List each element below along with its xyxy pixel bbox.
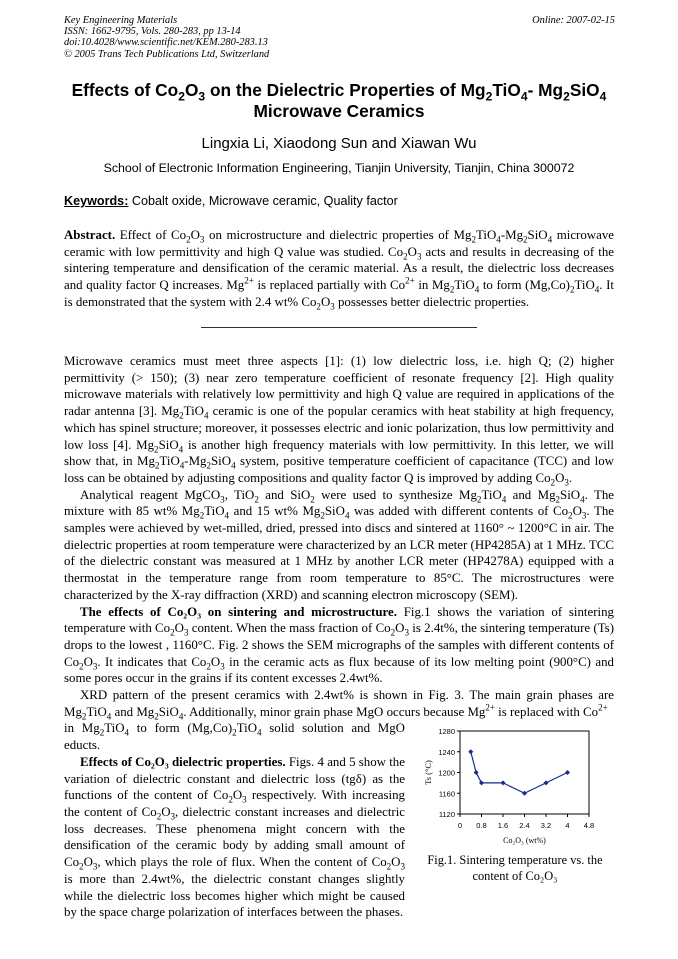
data-point-marker xyxy=(544,780,549,785)
authors: Lingxia Li, Xiaodong Sun and Xiawan Wu xyxy=(201,135,477,152)
paper-title: Effects of $Co_2O_3$ on the Dielectric Properties of $Mg_2TiO_4-$ $Mg_2SiO_4$ Microwave Ceramics xyxy=(71,80,607,121)
y-tick-label: 1200 xyxy=(438,768,455,778)
figure-1-caption xyxy=(415,852,615,884)
abstract-label: Abstract. xyxy=(64,228,116,242)
y-tick-label: 1240 xyxy=(438,747,455,757)
title-text: TiO xyxy=(492,80,521,100)
x-tick-label: 3.2 xyxy=(540,821,552,830)
title-text: SiO xyxy=(569,80,600,100)
x-tick-label: 2.4 xyxy=(519,821,530,830)
keywords xyxy=(64,194,398,208)
title-text: Effects of Co xyxy=(71,80,179,100)
section-heading: The effects of Co₂O₃ on sintering and microstructure. xyxy=(80,604,397,619)
doi-line: doi:10.4028/www.scientific.net/KEM.280-283.13 xyxy=(64,37,268,49)
y-tick-label: 1280 xyxy=(438,727,455,736)
y-tick-label: 1160 xyxy=(438,789,455,799)
x-tick-label: 0 xyxy=(457,821,463,830)
x-tick-label: 4.8 xyxy=(583,821,595,830)
keywords-value: Cobalt oxide, Microwave ceramic, Quality factor xyxy=(128,194,398,208)
affiliation: School of Electronic Information Engineering, Tianjin University, Tianjin, China 300072 xyxy=(103,161,575,175)
caption-line: Fig.1. Sintering temperature vs. the xyxy=(427,853,603,867)
line-chart xyxy=(415,724,615,854)
paragraph-sintering: The effects of Co₂O₃ on sintering and microstructure. Fig.1 shows the variation of sintering temperature with $Co_2O_3$ content. When the mass fraction of $Co_2O_3$ is 2.4t%, the sintering temperature (Ts) drops to the lowest , 1160°C. Fig. 2 shows the SEM micrographs of the samples with different contents of $Co_2O_3$. It indicates that $Co_2O_3$ in the ceramic acts as flux because of its low melting point (900°C) and some pores occur in the grains if its content excesses 2.4wt%. xyxy=(64,604,615,686)
series-line xyxy=(471,752,568,794)
x-axis-label: Co₂O₃ (wt%) xyxy=(503,836,546,845)
section-heading: Effects of Co₂O₃ dielectric properties. xyxy=(80,754,286,769)
y-tick-label: 1120 xyxy=(438,810,455,819)
title-text: on the Dielectric Properties of Mg xyxy=(205,80,486,100)
keywords-label: Keywords: xyxy=(64,194,129,208)
x-tick-label: 4 xyxy=(565,821,570,830)
paragraph-xrd: XRD pattern of the present ceramics with 2.4wt% is shown in Fig. 3. The main grain phases are $Mg_2TiO_4$ and $Mg_2SiO_4$. Additionally, minor grain phase MgO occurs because $Mg^{2+}$ is replaced with $Co^{2+}$ xyxy=(64,688,614,722)
abstract: Abstract. Effect of $Co_2O_3$ on microstructure and dielectric properties of $Mg_2TiO_4-Mg_2SiO_4$ microwave ceramic with low permittivity and high Q value was studied. $Co_2O_3$ acts and results in decreasing of the sintering temperature and densification of the ceramic material. As a result, the dielectric loss decreases and quality factor Q increases. $Mg^{2+}$ is replaced partially with $Co^{2+}$ in $Mg_2TiO_4$ to form $(Mg,Co)_2TiO_4$. It is demonstrated that the system with 2.4 wt% $Co_2O_3$ possesses better dielectric properties. xyxy=(64,228,615,312)
x-tick-label: 0.8 xyxy=(476,821,487,830)
data-point-marker xyxy=(501,780,506,785)
paragraph-xrd-cont: in $Mg_2TiO_4$ to form $(Mg,Co)_2TiO_4$ solid solution and MgO educts. xyxy=(64,721,405,753)
paragraph-dielectric: Effects of Co₂O₃ dielectric properties. Figs. 4 and 5 show the variation of dielectric constant and dielectric loss (tgδ) as the functions of the content of $Co_2O_3$ respectively. With increasing the content of $Co_2O_3$, dielectric constant increases and dielectric loss decreases. These phenomena might concern with the densification of the ceramic body by adding small amount of $Co_2O_3$, which plays the role of flux. When the content of $Co_2O_3$ is more than 2.4wt%, the dielectric constant changes slightly while the dielectric loss becomes higher which might be caused by the space charge polarization of interfaces between the phases. xyxy=(64,754,406,920)
title-text: O xyxy=(184,80,199,100)
separator-rule xyxy=(201,327,477,328)
data-point-marker xyxy=(468,749,473,754)
journal-name: Key Engineering Materials xyxy=(64,15,178,26)
y-axis-label: Ts (°C) xyxy=(423,760,433,785)
x-tick-label: 1.6 xyxy=(497,821,509,830)
issn-line: ISSN: 1662-9795, Vols. 280-283, pp 13-14 xyxy=(64,26,241,38)
journal-header xyxy=(64,15,269,60)
data-point-marker xyxy=(565,770,570,775)
title-text: - Mg xyxy=(527,80,564,100)
paragraph-intro: Microwave ceramics must meet three aspects [1]: (1) low dielectric loss, i.e. high Q; (2) higher permittivity (> 150); (3) near zero temperature coefficient of resonate frequency [2]. High quality microwave materials with relatively low permittivity and high Q value are required in applications of the radar antenna [3]. $Mg_2TiO_4$ ceramic is one of the popular ceramics with heat stability at high frequency, which has spinel structure; moreover, it possesses electric and ionic polarization, thus low permittivity and low loss [4]. $Mg_2SiO_4$ is another high frequency materials with low permittivity. In this letter, we will show that, in $Mg_2TiO_4-Mg_2SiO_4$ system, positive temperature coefficient of capacitance (TCC) and low loss can be obtained by adjusting compositions and quality factor Q is improved by adding $Co_2O_3$. xyxy=(64,354,614,488)
data-point-marker xyxy=(522,791,527,796)
data-point-marker xyxy=(474,770,479,775)
copyright-line: © 2005 Trans Tech Publications Ltd, Switzerland xyxy=(64,48,270,60)
title-text: Microwave Ceramics xyxy=(253,101,425,121)
online-date: Online: 2007-02-15 xyxy=(532,15,615,26)
paragraph-methods: Analytical reagent MgCO$_3$, TiO$_2$ and SiO$_2$ were used to synthesize $Mg_2TiO_4$ and $Mg_2SiO_4$. The mixture with 85 wt% $Mg_2TiO_4$ and 15 wt% $Mg_2SiO_4$ was added with different contents of $Co_2O_3$. The samples were achieved by wet-milled, dried, pressed into discs and sintered at 1160° ~ 1200°C in air. The dielectric properties at room temperature were characterized by an LCR meter (HP4285A) at 1 MHz. TCC of the dielectric constant was measured at 1 MHz by another LCR meter (HP4278A) equipped with a thermostat in the temperature range from room temperature to 85°C. The microstructures were characterized by the X-ray diffraction (XRD) and scanning electron microscopy (SEM). xyxy=(64,487,615,602)
data-point-marker xyxy=(479,780,484,785)
caption-line: content of Co₂O₃ xyxy=(472,869,558,883)
